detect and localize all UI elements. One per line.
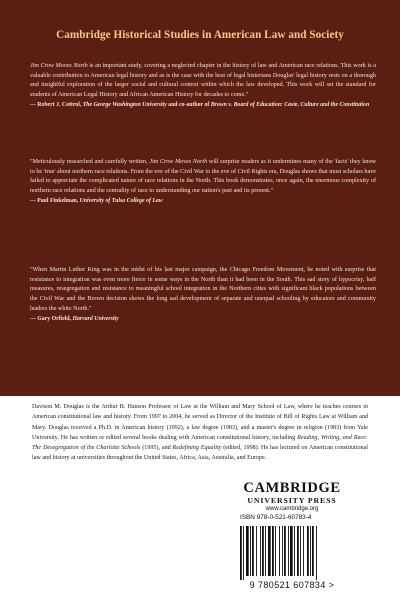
cover-bottom-panel [0,396,400,600]
quote-attribution: — Paul Finkelman, University of Tulsa College of Law [30,197,163,204]
bio-work-title: Reading, Writing, and Race: The Desegregation of the Charlotte Schools [32,434,368,452]
quote-text: is an important study, covering a neglected chapter in the history of law and American race relations. This work is a valuable contribution to American legal history and as is the case with the best of legal historians Douglas' legal history rests on a thorough and insightful exploration of the larger social and cultural context within which the law developed. This work will set the standard for students of American Legal History and African American History for decades to come." [30,63,376,99]
author-bio: Davison M. Douglas is the Arthur B. Hanson Professor of Law at the William and Mary School of Law, where he teaches courses in American constitutional law and history. From 1997 to 2004, he served as Director of the Institute of Bill of Rights Law at William and Mary. Douglas received a Ph.D. in American history (1992), a law degree (1983), and a master's degree in religion (1983) from Yale University. He has written or edited several books dealing with American constitutional history, including Reading, Writing, and Race: The Desegregation of the Charlotte Schools (1995), and Redefining Equality (edited, 1998). He has lectured on American constitutional law and history at universities throughout the United States, Africa, Asia, Australia, and Europe. [32,404,368,462]
publisher-url: www.cambridge.org [265,506,319,512]
series-title: Cambridge Historical Studies in American Law and Society [56,29,344,41]
isbn-label: ISBN 978-0-521-60783-4 [240,514,312,521]
quote-cottrol [30,62,376,111]
publisher-subtitle: UNIVERSITY PRESS [247,496,337,505]
quote-text-after: will surprise readers as it undermines many of the 'facts' they know to be 'true' about northern race relations. From the eve of the Civil War to the eve of Civil Rights era, Douglas shows that most scholars have failed to appreciate the complicated nature of race relations in the North. This book demonstrates, once again, the enormous complexity of northern race relations and the centrality of race to understanding our nation's past and its present." [30,159,376,195]
publisher-name: CAMBRIDGE [243,480,341,496]
barcode-icon [236,524,348,580]
bio-work-title: Redefining Equality [172,445,222,452]
quote-orfield [30,266,376,324]
quote-text-before: "Meticulously researched and carefully written, [30,159,150,165]
quote-text: "When Martin Luther King was in the midst of his last major campaign, the Chicago Freedom Movement, he noted with surprise that resistance to integration was even more fierce in some ways in the North than it had been in the South. This sad story of hypocrisy, half measures, resegregation and resistance to meaningful school integration in the Northern cities with significant black populations between the Civil War and the Brown decision shows the long sad development of separate and unequal schooling by educators and community leaders the white North." [30,267,376,312]
quote-attribution: — Gary Orfield, Harvard University [30,315,119,322]
quote-book-title: Jim Crow Moves North [149,159,208,165]
barcode-digits: 9 780521 607834 > [249,580,335,590]
quote-finkelman [30,158,376,207]
quote-attribution: — Robert J. Cottrol, The George Washington University and co-author of Brown v. Board of Education: Caste, Culture and the Constitution [30,101,370,108]
quote-book-title: Jim Crow Moves North [30,63,88,69]
publisher-logo [237,481,347,514]
